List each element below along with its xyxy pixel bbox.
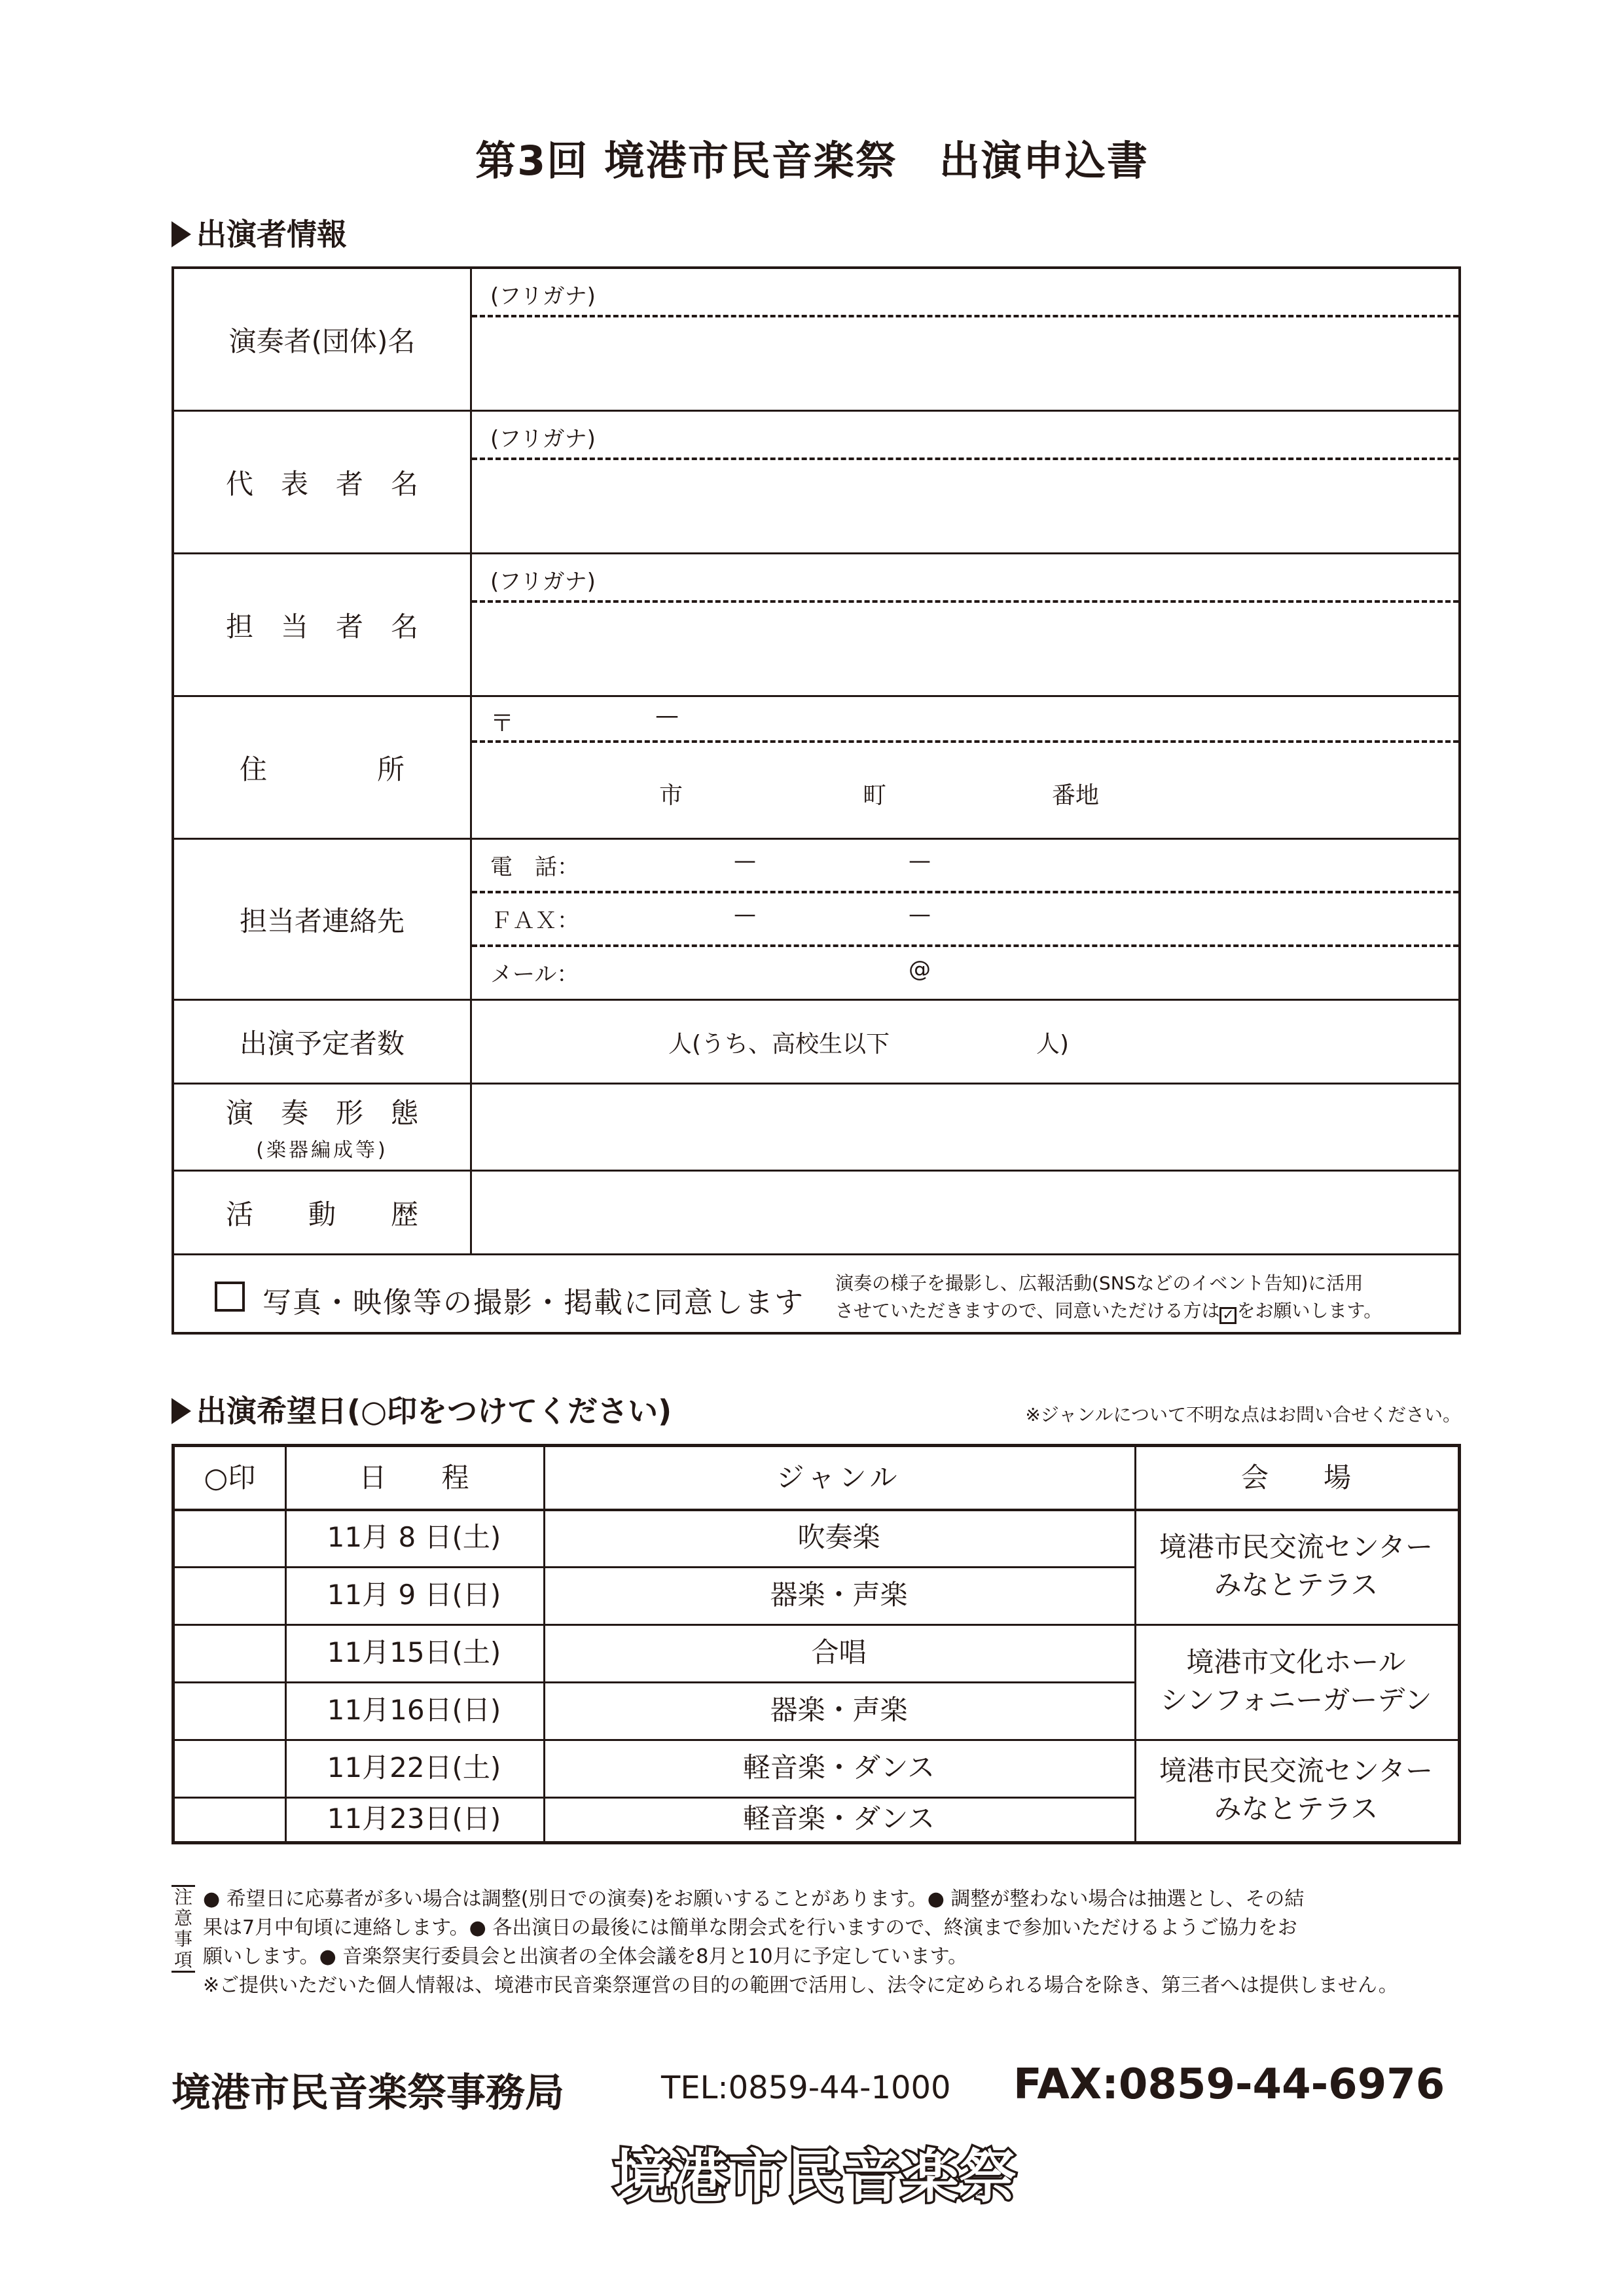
genre-cell: 合唱 (811, 1636, 867, 1668)
mark-cell[interactable] (175, 1509, 285, 1566)
genre-cell: 器楽・声楽 (770, 1694, 908, 1726)
performer-name-label: 演奏者(団体)名 (174, 269, 472, 410)
performer-count-label: 出演予定者数 (174, 1001, 472, 1083)
section-heading-performer-text: 出演者情報 (196, 217, 347, 252)
row-contact-person (174, 554, 1458, 697)
office-fax: FAX:0859-44-6976 (1013, 2060, 1445, 2109)
mark-cell[interactable] (175, 1681, 285, 1739)
notes-body: ● 希望日に応募者が多い場合は調整(別日での演奏)をお願いすることがあります。● 調整が整わない場合は抽選とし、その結 果は7月中旬頃に連絡します。● 各出演日の最後には簡単な閉会式を行いますので、終演まで参加いただけるようご協力をお 願いします。● 音楽祭実行委員会と出演者の全体会議を8月と10月に予定しています。 ※ご提供いただいた個人情報は、境港市民音楽祭運営の目的の範囲で活用し、法令に定められる場合を除き、第三者へは提供しません。 (203, 1888, 1398, 1997)
performer-count-field[interactable] (472, 1001, 1458, 1083)
genre-cell: 軽音楽・ダンス (742, 1751, 935, 1784)
genre-cell: 吹奏楽 (797, 1521, 880, 1553)
page-title: 第3回 境港市民音楽祭 出演申込書 (475, 137, 1149, 185)
festival-logo (602, 2139, 1028, 2211)
date-cell: 11月23日(日) (327, 1803, 501, 1835)
performance-style-sub: (楽器編成等) (256, 1139, 388, 1162)
venue-cell: 境港市民交流センター みなとテラス (1159, 1755, 1434, 1825)
row-performer-count (174, 1001, 1458, 1085)
dashed-divider (472, 457, 1458, 460)
phone-dash-1: — (734, 848, 756, 874)
genre-cell: 器楽・声楽 (770, 1579, 908, 1611)
header-mark: ○印 (204, 1462, 256, 1494)
dashed-divider (472, 891, 1458, 893)
venue-cell: 境港市文化ホール シンフォニーガーデン (1160, 1646, 1432, 1716)
header-venue: 会 場 (1240, 1462, 1351, 1494)
contact-info-label: 担当者連絡先 (174, 840, 472, 999)
dashed-divider (472, 944, 1458, 947)
mark-cell[interactable] (175, 1624, 285, 1681)
town-label: 町 (863, 782, 887, 809)
postal-mark: 〒 (490, 710, 514, 737)
mark-cell[interactable] (175, 1739, 285, 1797)
contact-person-field[interactable] (472, 554, 1458, 695)
dashed-divider (472, 600, 1458, 603)
check-icon: ✓ (1219, 1307, 1236, 1324)
city-label: 市 (659, 782, 683, 809)
mail-at: @ (909, 956, 931, 982)
venue-cell: 境港市民交流センター みなとテラス (1159, 1531, 1434, 1601)
row-consent (174, 1255, 1458, 1335)
row-representative (174, 412, 1458, 554)
fax-dash-2: — (909, 901, 931, 927)
svg-text:境港市民音楽祭: 境港市民音楽祭 (613, 2143, 1017, 2210)
office-tel: TEL:0859-44-1000 (661, 2070, 951, 2106)
genre-cell: 軽音楽・ダンス (742, 1803, 935, 1835)
schedule-table (171, 1444, 1461, 1844)
row-address (174, 697, 1458, 840)
section-heading-dates-text: 出演希望日(○印をつけてください) (196, 1393, 672, 1429)
consent-note: 演奏の様子を撮影し、広報活動(SNSなどのイベント告知)に活用 させていただきますので、同意いただける方は ✓ をお願いします。 (835, 1272, 1382, 1323)
contact-info-field (472, 840, 1458, 999)
representative-label: 代 表 者 名 (174, 412, 472, 552)
date-cell: 11月22日(土) (327, 1751, 501, 1784)
row-contact-info (174, 840, 1458, 1001)
performance-style-field[interactable] (472, 1085, 1458, 1170)
dashed-divider (472, 315, 1458, 317)
furigana-label: (フリガナ) (490, 426, 596, 452)
date-cell: 11月16日(日) (327, 1694, 501, 1726)
furigana-label: (フリガナ) (490, 569, 596, 595)
mark-cell[interactable] (175, 1797, 285, 1841)
postal-dash: — (655, 702, 679, 729)
address-field[interactable] (472, 697, 1458, 838)
header-genre: ジャンル (776, 1462, 901, 1494)
banchi-label: 番地 (1052, 782, 1100, 809)
performer-name-field[interactable] (472, 269, 1458, 410)
phone-dash-2: — (909, 848, 931, 874)
mail-label: メール： (490, 961, 579, 988)
header-date: 日 程 (359, 1462, 469, 1494)
date-cell: 11月 9 日(日) (327, 1579, 501, 1611)
row-activity-history (174, 1172, 1458, 1255)
furigana-label: (フリガナ) (490, 283, 596, 310)
section-heading-performer (171, 211, 347, 254)
activity-history-label: 活 動 歴 (174, 1172, 472, 1253)
fax-label: ＦＡＸ： (490, 908, 579, 934)
mark-cell[interactable] (175, 1566, 285, 1624)
consent-text: 写真・映像等の撮影・掲載に同意します (262, 1286, 804, 1319)
row-performance-style (174, 1085, 1458, 1172)
date-cell: 11月 8 日(土) (327, 1521, 501, 1553)
triangle-bullet-icon (171, 221, 191, 247)
office-name: 境港市民音楽祭事務局 (171, 2070, 564, 2116)
activity-history-field[interactable] (472, 1172, 1458, 1253)
count-text-1: 人(うち、高校生以下 (668, 1031, 890, 1058)
triangle-bullet-icon (171, 1398, 191, 1424)
phone-label: 電 話： (490, 854, 579, 880)
performer-form (171, 266, 1461, 1335)
performance-style-label: 演 奏 形 態 (楽器編成等) (174, 1085, 472, 1170)
count-text-2: 人) (1036, 1031, 1070, 1058)
contact-person-label: 担 当 者 名 (174, 554, 472, 695)
section-heading-dates (171, 1388, 672, 1431)
representative-field[interactable] (472, 412, 1458, 552)
consent-checkbox[interactable] (215, 1282, 245, 1312)
notes-tag: 注 意 事 項 (171, 1885, 195, 1973)
dashed-divider (472, 740, 1458, 743)
address-label: 住 所 (174, 697, 472, 838)
fax-dash-1: — (734, 901, 756, 927)
date-cell: 11月15日(土) (327, 1636, 501, 1668)
genre-note: ※ジャンルについて不明な点はお問い合せください。 (1025, 1404, 1461, 1426)
row-performer-name (174, 269, 1458, 412)
